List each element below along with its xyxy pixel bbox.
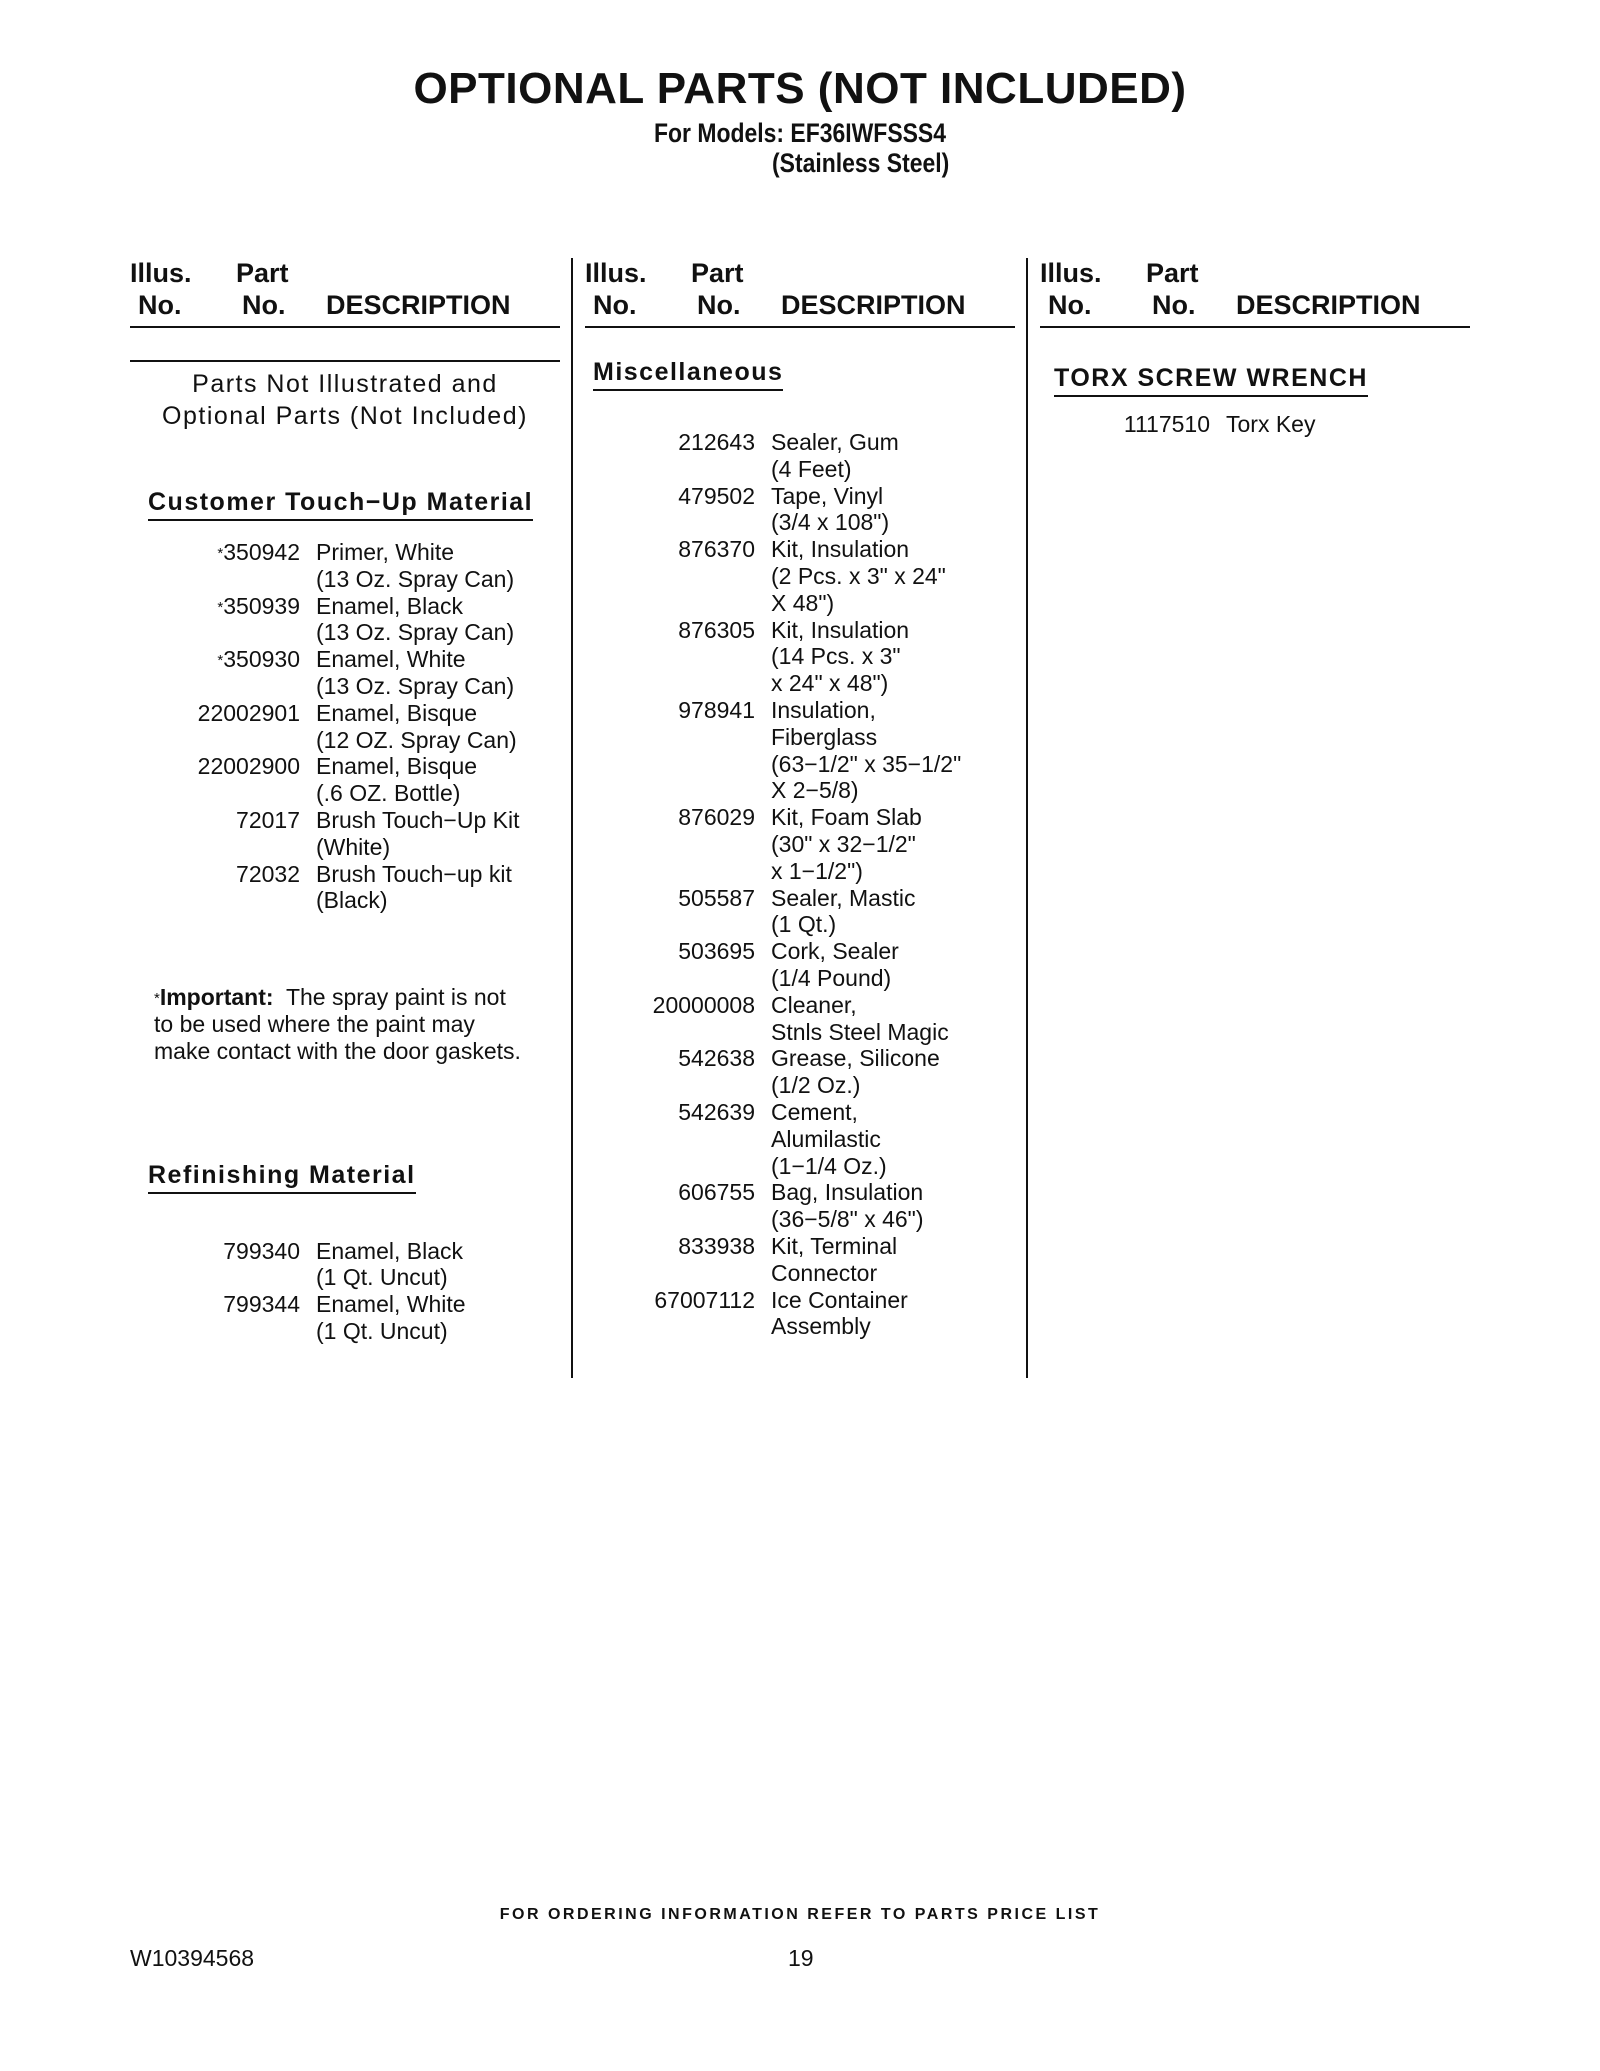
part-number: 799340	[223, 1237, 300, 1264]
header-description: DESCRIPTION	[326, 290, 511, 320]
part-number: 22002901	[197, 699, 300, 726]
asterisk-mark: *	[217, 652, 224, 670]
part-description: Brush Touch−Up Kit (White)	[316, 806, 520, 860]
document-number: W10394568	[130, 1945, 255, 1971]
section-title-torx: TORX SCREW WRENCH	[1054, 364, 1368, 397]
column-divider	[571, 258, 573, 1378]
part-description: Primer, White (13 Oz. Spray Can)	[316, 539, 515, 592]
part-row	[585, 617, 1015, 697]
part-description: Kit, Insulation (2 Pcs. x 3" x 24" X 48")	[771, 536, 946, 616]
part-description: Cement, Alumilastic (1−1/4 Oz.)	[771, 1098, 887, 1179]
part-row	[130, 807, 560, 861]
part-row	[585, 483, 1015, 537]
asterisk-mark: *	[217, 545, 224, 562]
part-row	[1040, 411, 1470, 438]
part-row	[585, 1045, 1015, 1099]
part-description: Enamel, White (1 Qt. Uncut)	[316, 1291, 466, 1344]
column-3	[1040, 258, 1470, 438]
box-rule	[130, 360, 560, 362]
header-illus-no: No.	[138, 290, 182, 320]
section-title-miscellaneous: Miscellaneous	[593, 358, 783, 391]
part-description: Ice Container Assembly	[771, 1286, 908, 1340]
part-number: 606755	[678, 1179, 755, 1206]
page-number: 19	[788, 1945, 814, 1971]
column-2	[585, 258, 1015, 1340]
part-row	[585, 992, 1015, 1046]
header-illus: Illus.	[1040, 258, 1102, 288]
important-label: Important:	[159, 984, 274, 1011]
part-description: Tape, Vinyl (3/4 x 108")	[771, 482, 890, 536]
part-description: Cleaner, Stnls Steel Magic	[771, 991, 949, 1045]
part-description: Insulation, Fiberglass (63−1/2" x 35−1/2" X 2−5/8)	[771, 696, 962, 804]
header-rule	[585, 326, 1015, 328]
part-number: 212643	[678, 429, 755, 455]
part-number: 72032	[236, 860, 300, 887]
column-header	[1040, 258, 1470, 328]
part-number: 978941	[678, 696, 755, 723]
part-description: Bag, Insulation (36−5/8" x 46")	[771, 1179, 924, 1233]
column-header	[130, 258, 560, 328]
part-number: 799344	[223, 1291, 300, 1318]
header-description: DESCRIPTION	[781, 290, 966, 320]
part-number: 876370	[678, 536, 755, 563]
header-part-no: No.	[697, 290, 741, 320]
part-number: 542639	[678, 1098, 755, 1125]
part-description: Enamel, Black (1 Qt. Uncut)	[316, 1237, 464, 1291]
part-row	[130, 700, 560, 754]
part-description: Enamel, Black (13 Oz. Spray Can)	[316, 592, 515, 646]
part-number: 876029	[678, 804, 755, 831]
torx-parts-list	[1040, 411, 1470, 438]
part-number: 876305	[678, 616, 755, 643]
section-title-touch-up: Customer Touch−Up Material	[148, 488, 533, 521]
part-number: 542638	[678, 1045, 755, 1072]
header-part-no: No.	[242, 290, 286, 320]
part-row	[130, 593, 560, 647]
refinishing-parts-list	[130, 1238, 560, 1345]
part-row	[585, 697, 1015, 804]
important-text: The spray paint is not to be used where the paint may make contact with the door gaskets.	[154, 984, 521, 1064]
part-row	[585, 536, 1015, 616]
part-description: Cork, Sealer (1/4 Pound)	[771, 938, 899, 991]
important-note: *Important: The spray paint is not to be used where the paint may make contact with the door gaskets.	[154, 984, 521, 1064]
part-number: *350939	[217, 592, 300, 619]
part-row	[585, 1233, 1015, 1287]
part-row	[130, 539, 560, 593]
header-description: DESCRIPTION	[1236, 290, 1421, 320]
part-row	[130, 646, 560, 700]
part-number: 22002900	[197, 753, 300, 780]
part-number: 503695	[678, 938, 755, 965]
part-row	[585, 1099, 1015, 1179]
part-number: 505587	[678, 884, 755, 911]
finish-subtitle: (Stainless Steel)	[772, 148, 950, 178]
part-description: Enamel, Bisque (12 OZ. Spray Can)	[316, 699, 517, 753]
part-number: *350942	[217, 539, 300, 565]
part-number: 72017	[236, 806, 300, 833]
part-description: Grease, Silicone (1/2 Oz.)	[771, 1045, 940, 1099]
part-description: Enamel, White (13 Oz. Spray Can)	[316, 646, 515, 699]
part-number: *350930	[217, 646, 300, 673]
asterisk-mark: *	[217, 598, 224, 616]
section-title-refinishing: Refinishing Material	[148, 1161, 416, 1194]
header-illus: Illus.	[130, 258, 192, 288]
header-part: Part	[236, 258, 289, 288]
touch-up-parts-list	[130, 539, 560, 914]
part-row	[585, 429, 1015, 483]
part-description: Kit, Insulation (14 Pcs. x 3" x 24" x 48")	[771, 616, 910, 697]
part-row	[130, 753, 560, 807]
header-illus-no: No.	[1048, 290, 1092, 320]
part-number: 20000008	[652, 991, 755, 1018]
header-rule	[130, 326, 560, 328]
part-description: Sealer, Gum (4 Feet)	[771, 429, 899, 482]
column-divider	[1026, 258, 1028, 1378]
part-row	[130, 1291, 560, 1345]
header-part: Part	[1146, 258, 1199, 288]
part-number: 67007112	[654, 1286, 755, 1313]
part-description: Kit, Foam Slab (30" x 32−1/2" x 1−1/2")	[771, 804, 922, 884]
part-row	[585, 1287, 1015, 1341]
part-description: Kit, Terminal Connector	[771, 1232, 898, 1286]
column-1	[130, 258, 560, 1345]
part-number: 833938	[678, 1232, 755, 1259]
header-part: Part	[691, 258, 744, 288]
part-row	[585, 885, 1015, 939]
part-number: 1117510	[1123, 411, 1210, 437]
header-rule	[1040, 326, 1470, 328]
part-description: Sealer, Mastic (1 Qt.)	[771, 884, 916, 938]
header-illus-no: No.	[593, 290, 637, 320]
part-row	[130, 1238, 560, 1292]
header-part-no: No.	[1152, 290, 1196, 320]
part-number: 479502	[678, 482, 755, 509]
part-description: Enamel, Bisque (.6 OZ. Bottle)	[316, 753, 478, 807]
part-description: Brush Touch−up kit (Black)	[316, 860, 512, 914]
part-description: Torx Key	[1226, 411, 1316, 437]
header-illus: Illus.	[585, 258, 647, 288]
miscellaneous-parts-list	[585, 429, 1015, 1340]
column-header	[585, 258, 1015, 328]
models-subtitle: For Models: EF36IWFSSS4	[653, 118, 947, 148]
part-row	[585, 804, 1015, 884]
part-row	[130, 861, 560, 915]
part-row	[585, 1179, 1015, 1233]
page-title: OPTIONAL PARTS (NOT INCLUDED)	[413, 64, 1187, 113]
ordering-info-footer: FOR ORDERING INFORMATION REFER TO PARTS PRICE LIST	[499, 1906, 1101, 1923]
part-row	[585, 938, 1015, 992]
parts-not-illustrated-note: Parts Not Illustrated and Optional Parts (Not Included)	[162, 370, 528, 430]
